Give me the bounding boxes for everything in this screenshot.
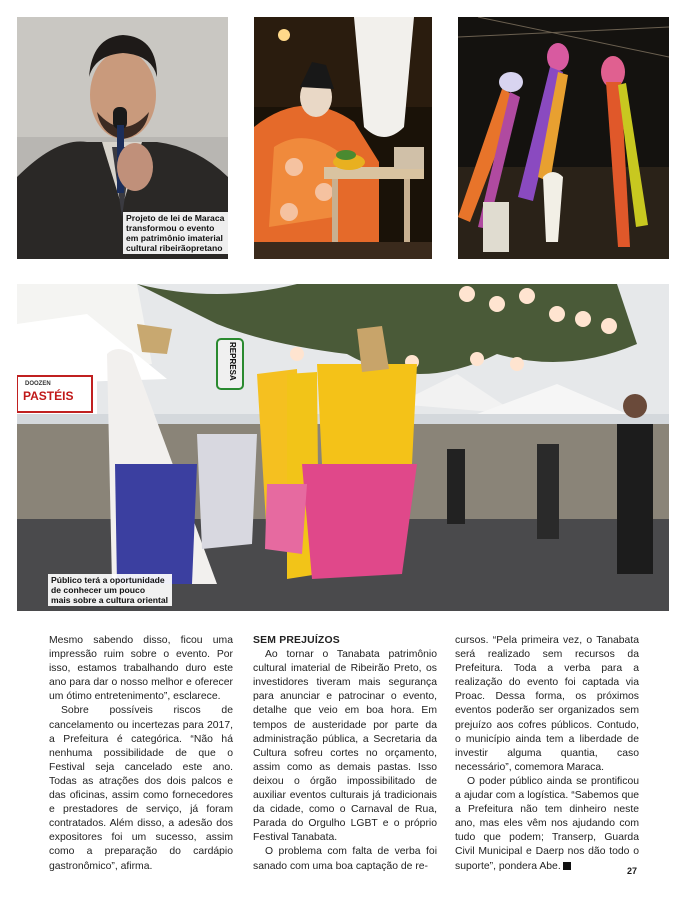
caption-line: Público terá a oportunidade xyxy=(51,575,165,585)
paragraph-text: O poder público ainda se prontificou a ajudar com a logística. “Sabemos que a Prefeitura não tem dinheiro neste ano, mas eles vêm nos ajudando com tudo que podem; Transerp, Guarda Civil Municipal e Daerp nos dão todo o suporte”, pondera Abe. xyxy=(455,775,639,872)
caption-line: de conhecer um pouco xyxy=(51,585,146,595)
end-mark-icon xyxy=(563,862,571,870)
paragraph: O problema com falta de verba foi sanado com uma boa captação de re- xyxy=(253,846,437,872)
caption-line: Projeto de lei de Maraca xyxy=(126,213,225,223)
sign-pasteis: PASTÉIS xyxy=(23,389,74,403)
section-heading: SEM PREJUÍZOS xyxy=(253,635,340,646)
caption-line: mais sobre a cultura oriental xyxy=(51,595,169,605)
article-column-1 xyxy=(49,634,233,874)
photo-ceremony xyxy=(254,17,432,259)
photo-streamers xyxy=(458,17,669,259)
paragraph: Mesmo sabendo disso, ficou uma impressão ruim sobre o evento. Por isso, estamos trabalhando duro este ano para dar o nosso melhor e oferecer um ótimo entretenimento”, esclarece. xyxy=(49,635,233,703)
caption-line: cultural ribeirãopretano xyxy=(126,243,223,253)
sign-doozen: DOOZEN xyxy=(25,381,51,387)
article-column-2 xyxy=(253,634,437,874)
photo-caption-maraca xyxy=(123,212,229,254)
article-column-3 xyxy=(455,634,639,874)
paragraph: Sobre possíveis riscos de cancelamento ou incertezas para 2017, a Prefeitura é categórica. “Não há nenhuma possibilidade de que o Festival seja cancelado este ano. Todas as atrações dos dois palcos e das oficinas, assim como fornecedores e prestadores de serviço, já foram contratados. Além disso, a adesão dos expositores foi um sucesso, assim como a preparação do cardápio gastronômico”, afirma. xyxy=(49,705,233,872)
paragraph: cursos. “Pela primeira vez, o Tanabata será realizado sem recursos da Prefeitura. Toda a verba para a realização do evento foi captada via Proac. Dessa forma, os próximos eventos poderão ser organizados sem prejuízo aos cofres públicos. Contudo, o município ainda tem a liberdade de investir alguma quantia, caso necessário”, comemora Maraca. xyxy=(455,635,639,773)
page-number: 27 xyxy=(626,866,637,876)
caption-line: transformou o evento xyxy=(126,223,215,233)
photo-caption-publico xyxy=(48,574,172,606)
paragraph-final xyxy=(455,775,639,874)
paragraph: Ao tornar o Tanabata patrimônio cultural imaterial de Ribeirão Preto, os investidores tiveram mais segurança para anunciar e patrocinar o evento, detalhe que veio em boa hora. Em tempos de austeridade por parte da administração pública, a Secretaria da Cultura sofreu cortes no orçamento, assim como as demais pastas. Isso deixou o órgão impossibilitado de auxiliar eventos culturais já tradicionais da cidade, como o Carnaval de Rua, Parada do Orgulho LGBT e o próprio Festival Tanabata. xyxy=(253,649,437,844)
caption-line: em patrimônio imaterial xyxy=(126,233,223,243)
photo-dancers xyxy=(17,284,669,611)
sign-represa: REPRESA xyxy=(228,342,237,381)
